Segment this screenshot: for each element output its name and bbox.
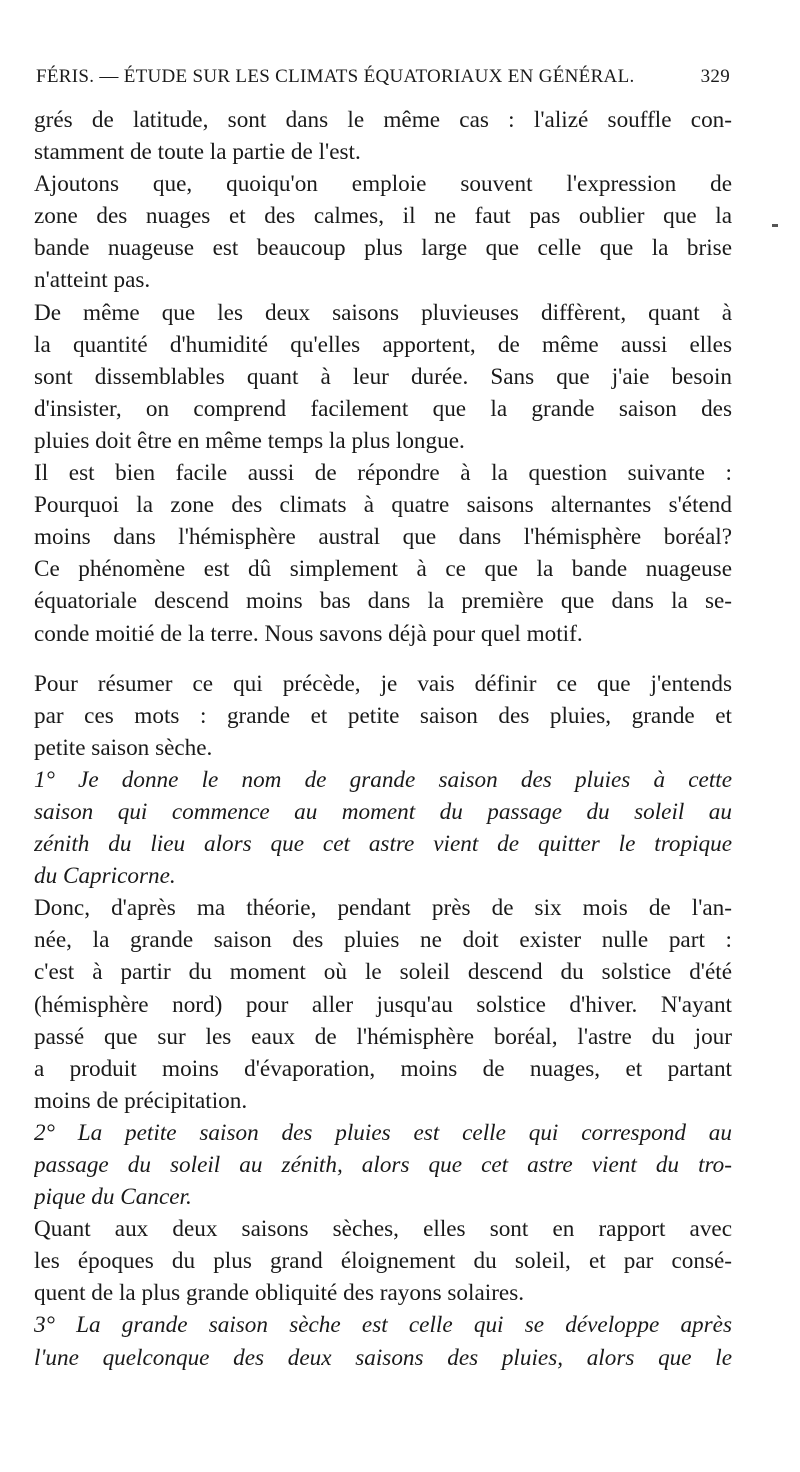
text-line: (hémisphère nord) pour aller jusqu'au solstice d'hiver. N'ayant <box>34 991 732 1018</box>
text-line: c'est à partir du moment où le soleil descend du solstice d'été <box>34 959 732 986</box>
text-line: passage du soleil au zénith, alors que cet astre vient du tro- <box>34 1152 732 1178</box>
text-line: a produit moins d'évaporation, moins de nuages, et partant <box>34 1055 732 1082</box>
text-line: Ce phénomène est dû simplement à ce que la bande nuageuse <box>34 556 732 583</box>
text-line: moins dans l'hémisphère austral que dans l'hémisphère boréal? <box>34 524 732 551</box>
text-line: Pour résumer ce qui précède, je vais définir ce que j'entends <box>34 670 732 697</box>
text-line: d'insister, on comprend facilement que la grande saison des <box>34 395 732 422</box>
text-line: stamment de toute la partie de l'est. <box>34 139 361 166</box>
paragraph-gap <box>34 650 732 668</box>
text-line: saison qui commence au moment du passage du soleil au <box>34 798 732 825</box>
text-line: passé que sur les eaux de l'hémisphère boréal, l'astre du jour <box>34 1023 732 1050</box>
text-line: n'atteint pas. <box>34 267 151 294</box>
text-line: équatoriale descend moins bas dans la première que dans la se- <box>34 588 732 615</box>
body-text <box>34 104 732 1374</box>
text-line: pique du Cancer. <box>34 1184 192 1211</box>
text-line: Ajoutons que, quoiqu'on emploie souvent l'expression de <box>34 171 732 198</box>
text-line: zone des nuages et des calmes, il ne faut pas oublier que la <box>34 203 732 230</box>
page-number: 329 <box>700 66 730 87</box>
text-line: bande nuageuse est beaucoup plus large que celle que la brise <box>34 235 732 262</box>
text-line: moins de précipitation. <box>34 1087 248 1114</box>
text-line: pluies doit être en même temps la plus longue. <box>34 427 465 454</box>
text-line: Pourquoi la zone des climats à quatre saisons alternantes s'étend <box>34 492 732 519</box>
text-line: petite saison sèche. <box>34 734 213 761</box>
text-line: conde moitié de la terre. Nous savons déjà pour quel motif. <box>34 620 583 647</box>
running-title: FÉRIS. — ÉTUDE SUR LES CLIMATS ÉQUATORIAUX EN GÉNÉRAL. <box>36 66 635 87</box>
text-line: du Capricorne. <box>34 863 176 890</box>
ink-mark <box>772 224 778 227</box>
text-line: la quantité d'humidité qu'elles apportent, de même aussi elles <box>34 331 732 358</box>
text-line: Donc, d'après ma théorie, pendant près de six mois de l'an- <box>34 895 732 922</box>
text-line: 1° Je donne le nom de grande saison des pluies à cette <box>34 766 732 793</box>
text-line: 2° La petite saison des pluies est celle qui correspond au <box>34 1119 732 1146</box>
text-line: 3° La grande saison sèche est celle qui se développe après <box>34 1312 732 1339</box>
text-line: Il est bien facile aussi de répondre à la question suivante : <box>34 460 732 487</box>
text-line: grés de latitude, sont dans le même cas : l'alizé souffle con- <box>34 107 732 133</box>
text-line: sont dissemblables quant à leur durée. Sans que j'aie besoin <box>34 363 732 390</box>
text-line: De même que les deux saisons pluvieuses diffèrent, quant à <box>34 299 732 326</box>
text-line: les époques du plus grand éloignement du soleil, et par consé- <box>34 1248 732 1275</box>
text-line: née, la grande saison des pluies ne doit exister nulle part : <box>34 927 732 954</box>
text-line: quent de la plus grande obliquité des rayons solaires. <box>34 1280 525 1307</box>
text-line: l'une quelconque des deux saisons des pluies, alors que le <box>34 1344 732 1371</box>
text-line: zénith du lieu alors que cet astre vient de quitter le tropique <box>34 831 732 858</box>
text-line: Quant aux deux saisons sèches, elles sont en rapport avec <box>34 1216 732 1243</box>
text-line: par ces mots : grande et petite saison des pluies, grande et <box>34 702 732 729</box>
running-header <box>36 66 730 88</box>
